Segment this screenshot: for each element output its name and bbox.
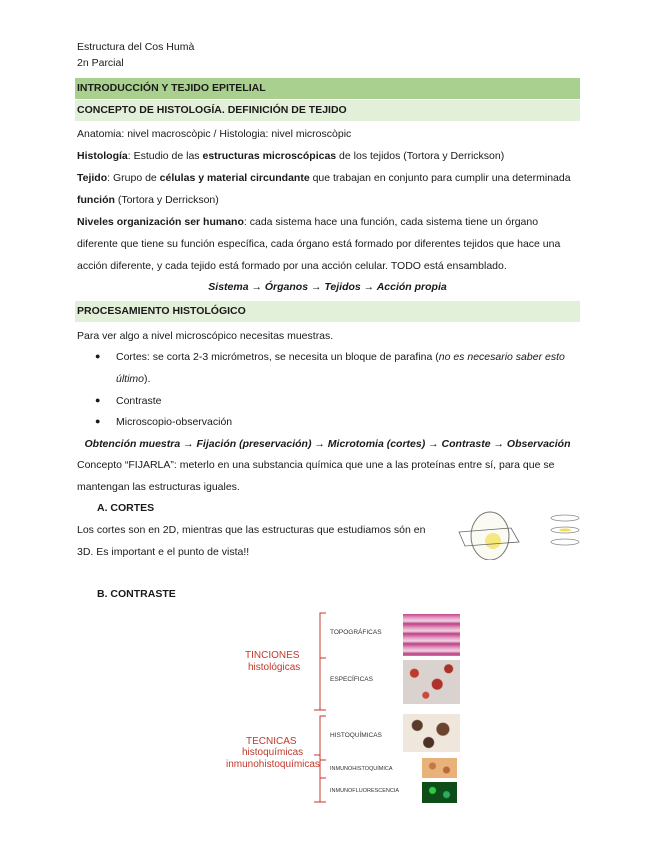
line-tejido — [77, 171, 571, 185]
bracket-tinciones — [314, 613, 326, 710]
bullet-cortes-b: no es necesario saber esto — [438, 351, 565, 363]
subheading-contraste: B. CONTRASTE — [97, 588, 176, 600]
bullet-microscopio: Microscopio-observación — [116, 416, 233, 428]
tecnicas-label: TECNICAS — [246, 736, 297, 747]
tecnicas-sub-a: histoquímicas — [242, 747, 304, 758]
label-inmunofluorescencia: INMUNOFLUORESCENCIA — [330, 788, 400, 794]
line-niveles-b: diferente que tiene su función específica, cada órgano está formado por diferentes tejidos que hace una — [77, 238, 561, 250]
line-tejido-cont — [77, 193, 219, 207]
bullet-icon — [95, 415, 103, 427]
bullet-cortes — [116, 350, 565, 364]
histologia-text-b: estructuras microscópicas — [202, 150, 337, 162]
line-fijarla-a: Concepto “FIJARLA”: meterlo en una substancia química que une a las proteínas entre sí, para que se — [77, 459, 555, 471]
bullet-icon — [95, 350, 103, 362]
slice-icon — [551, 515, 579, 521]
slice-yolk-icon — [559, 529, 571, 532]
bullet-cortes-c: último — [116, 373, 145, 385]
micrograph-especificas — [403, 660, 460, 704]
label-inmunohistoquimica: INMUNOHISTOQUÍMICA — [330, 766, 393, 772]
subheading-cortes: A. CORTES — [97, 502, 155, 514]
tinciones-label: TINCIONES — [245, 650, 300, 661]
niveles-label: Niveles organización ser humano — [77, 216, 244, 228]
histologia-text-a: : Estudio de las — [127, 150, 203, 162]
line-fijarla-b: mantengan las estructuras iguales. — [77, 481, 240, 493]
tejido-text-c: que trabajan en conjunto para cumplir una determinada — [309, 172, 571, 184]
line-niveles — [77, 215, 538, 229]
sequence-sistema: Sistema → Órganos → Tejidos → Acción propia — [208, 281, 447, 293]
contraste-figure — [222, 610, 467, 806]
micrograph-inmunofluorescencia — [422, 782, 457, 803]
egg-slice-illustration — [455, 508, 590, 560]
document-subtitle: 2n Parcial — [77, 57, 124, 69]
line-cortes-b: 3D. Es important e el punto de vista!! — [77, 546, 250, 558]
label-especificas: ESPECÍFICAS — [330, 676, 373, 683]
line-histologia — [77, 149, 504, 163]
tinciones-sub: histológicas — [248, 662, 301, 673]
niveles-text-a: : cada sistema hace una función, cada sistema tiene un órgano — [243, 216, 539, 228]
histologia-text-c: de los tejidos (Tortora y Derrickson) — [336, 150, 505, 162]
line-anatomia: Anatomia: nivel macroscòpic / Histologia: nivel microscòpic — [77, 128, 352, 140]
bullet-contraste: Contraste — [116, 395, 162, 407]
tejido-text-e: (Tortora y Derrickson) — [114, 194, 219, 206]
label-topograficas: TOPOGRÁFICAS — [330, 629, 382, 636]
line-niveles-c: acción diferente, y cada tejido está formado por una acción celular. TODO está ensamblado. — [77, 260, 507, 272]
line-cortes-a: Los cortes son en 2D, mientras que las estructuras que estudiamos són en — [77, 524, 426, 536]
tejido-label: Tejido — [77, 172, 108, 184]
document-title: Estructura del Cos Humà — [77, 41, 195, 53]
slice-icon — [551, 539, 579, 545]
micrograph-histoquimicas — [403, 714, 460, 752]
label-histoquimicas: HISTOQUÍMICAS — [330, 732, 382, 739]
bullet-cortes-cont — [116, 372, 150, 386]
section-heading-procesamiento: PROCESAMIENTO HISTOLÓGICO — [75, 301, 580, 322]
tejido-text-a: : Grupo de — [107, 172, 160, 184]
tejido-text-b: células y material circundante — [159, 172, 310, 184]
bullet-icon — [95, 394, 103, 406]
line-intro-muestras: Para ver algo a nivel microscópico necesitas muestras. — [77, 330, 334, 342]
histologia-label: Histología — [77, 150, 128, 162]
bullet-cortes-d: ). — [144, 373, 151, 385]
yolk-icon — [485, 533, 501, 549]
sequence-procesamiento: Obtención muestra → Fijación (preservación) → Microtomia (cortes) → Contraste → Observación — [84, 438, 571, 450]
section-subheading-histologia: CONCEPTO DE HISTOLOGÍA. DEFINICIÓN DE TEJIDO — [75, 100, 580, 121]
section-heading-intro: INTRODUCCIÓN Y TEJIDO EPITELIAL — [75, 78, 580, 99]
micrograph-inmunohistoquimica — [422, 758, 457, 778]
tejido-text-d: función — [77, 194, 115, 206]
bullet-cortes-a: Cortes: se corta 2-3 micrómetros, se necesita un bloque de parafina ( — [116, 351, 439, 363]
micrograph-topograficas — [403, 614, 460, 656]
tecnicas-sub-b: inmunohistoquímicas — [226, 759, 320, 770]
